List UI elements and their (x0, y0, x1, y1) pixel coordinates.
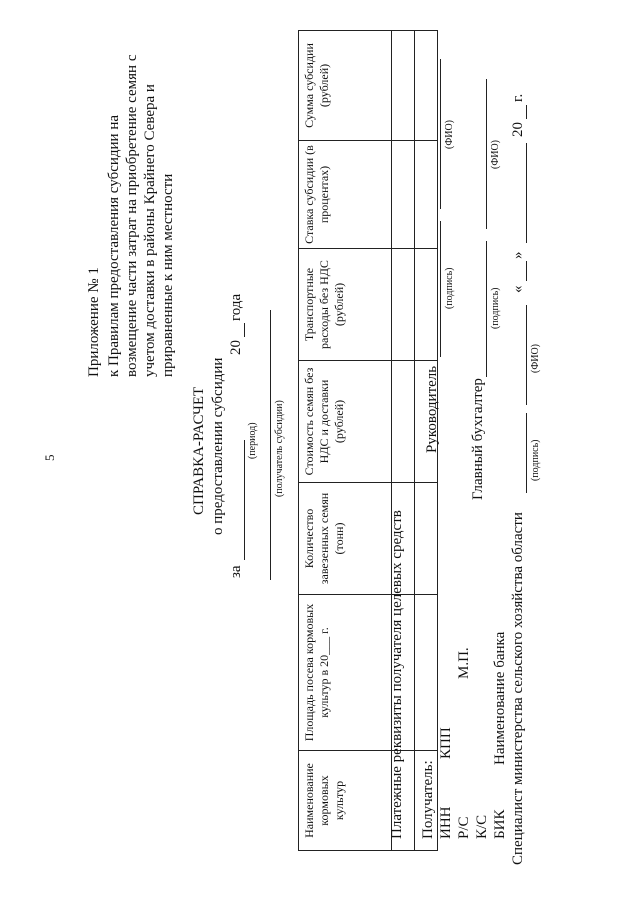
table-header-cell: Площадь посева кормовых культур в 20___ г. (299, 595, 392, 751)
specialist-fio-line (526, 305, 527, 405)
specialist-year-suffix: г. (510, 93, 526, 102)
specialist-sign-line (526, 413, 527, 493)
table-header-row (299, 31, 392, 851)
table-header-cell: Ставка субсидии (в процентах) (299, 141, 392, 249)
table-header-cell: Наименование кормовых культур (299, 751, 392, 851)
appendix-line: приравненные к ним местности (160, 173, 176, 377)
accountant-sign-line (486, 241, 487, 377)
head-sign-caption: (подпись) (444, 267, 455, 309)
subsidy-table (298, 30, 438, 851)
recipient-caption: (получатель субсидии) (274, 400, 285, 497)
period-prefix: за (228, 565, 244, 578)
document-title: СПРАВКА-РАСЧЕТ (191, 386, 207, 515)
rs-label: Р/С (456, 816, 472, 839)
document-subtitle: о предоставлении субсидии (210, 357, 226, 535)
specialist-quote-close: » (510, 251, 526, 259)
payment-recipient-label: Получатель: (420, 760, 436, 839)
specialist-year-line (526, 105, 527, 119)
appendix-line: учетом доставки в районы Крайнего Севера и (142, 84, 158, 377)
payment-heading: Платежные реквизиты получателя целевых средств (389, 510, 405, 839)
kpp-label: КПП (438, 727, 454, 759)
head-sign-line (440, 221, 441, 357)
table-header-cell: Сумма субсидии (рублей) (299, 31, 392, 141)
appendix-line: к Правилам предоставления субсидии на (106, 114, 122, 377)
accountant-sign-caption: (подпись) (490, 287, 501, 329)
stamp-label: М.П. (456, 647, 472, 679)
period-underline (244, 440, 245, 560)
table-header-cell: Количество завезенных семян (тонн) (299, 483, 392, 595)
table-header-cell: Транспортные расходы без НДС (рублей) (299, 249, 392, 361)
ks-label: К/С (474, 814, 490, 839)
accountant-fio-caption: (ФИО) (490, 139, 501, 169)
head-label: Руководитель (424, 365, 440, 453)
specialist-day-line (526, 261, 527, 281)
page-number: 5 (42, 454, 57, 461)
specialist-sign-caption: (подпись) (530, 439, 541, 481)
period-year-suffix: года (228, 293, 244, 321)
head-fio-line (440, 59, 441, 209)
specialist-month-line (526, 143, 527, 243)
specialist-fio-caption: (ФИО) (530, 343, 541, 373)
recipient-underline (270, 310, 271, 580)
bank-name-label: Наименование банка (492, 631, 508, 765)
accountant-fio-line (486, 79, 487, 229)
period-year-prefix: 20 (228, 340, 244, 355)
period-caption: (период) (247, 422, 258, 459)
specialist-year-prefix: 20 (510, 122, 526, 137)
head-fio-caption: (ФИО) (444, 119, 455, 149)
bik-label: БИК (492, 809, 508, 839)
appendix-line: возмещение части затрат на приобретение семян с (124, 54, 140, 377)
accountant-label: Главный бухгалтер (470, 378, 486, 500)
table-header-cell: Стоимость семян без НДС и доставки (рублей) (299, 361, 392, 483)
inn-label: ИНН (438, 806, 454, 839)
appendix-title: Приложение № 1 (86, 267, 102, 377)
specialist-quote-open: « (510, 285, 526, 293)
period-year-underline (244, 323, 245, 337)
specialist-label: Специалист министерства сельского хозяйства области (510, 512, 526, 865)
